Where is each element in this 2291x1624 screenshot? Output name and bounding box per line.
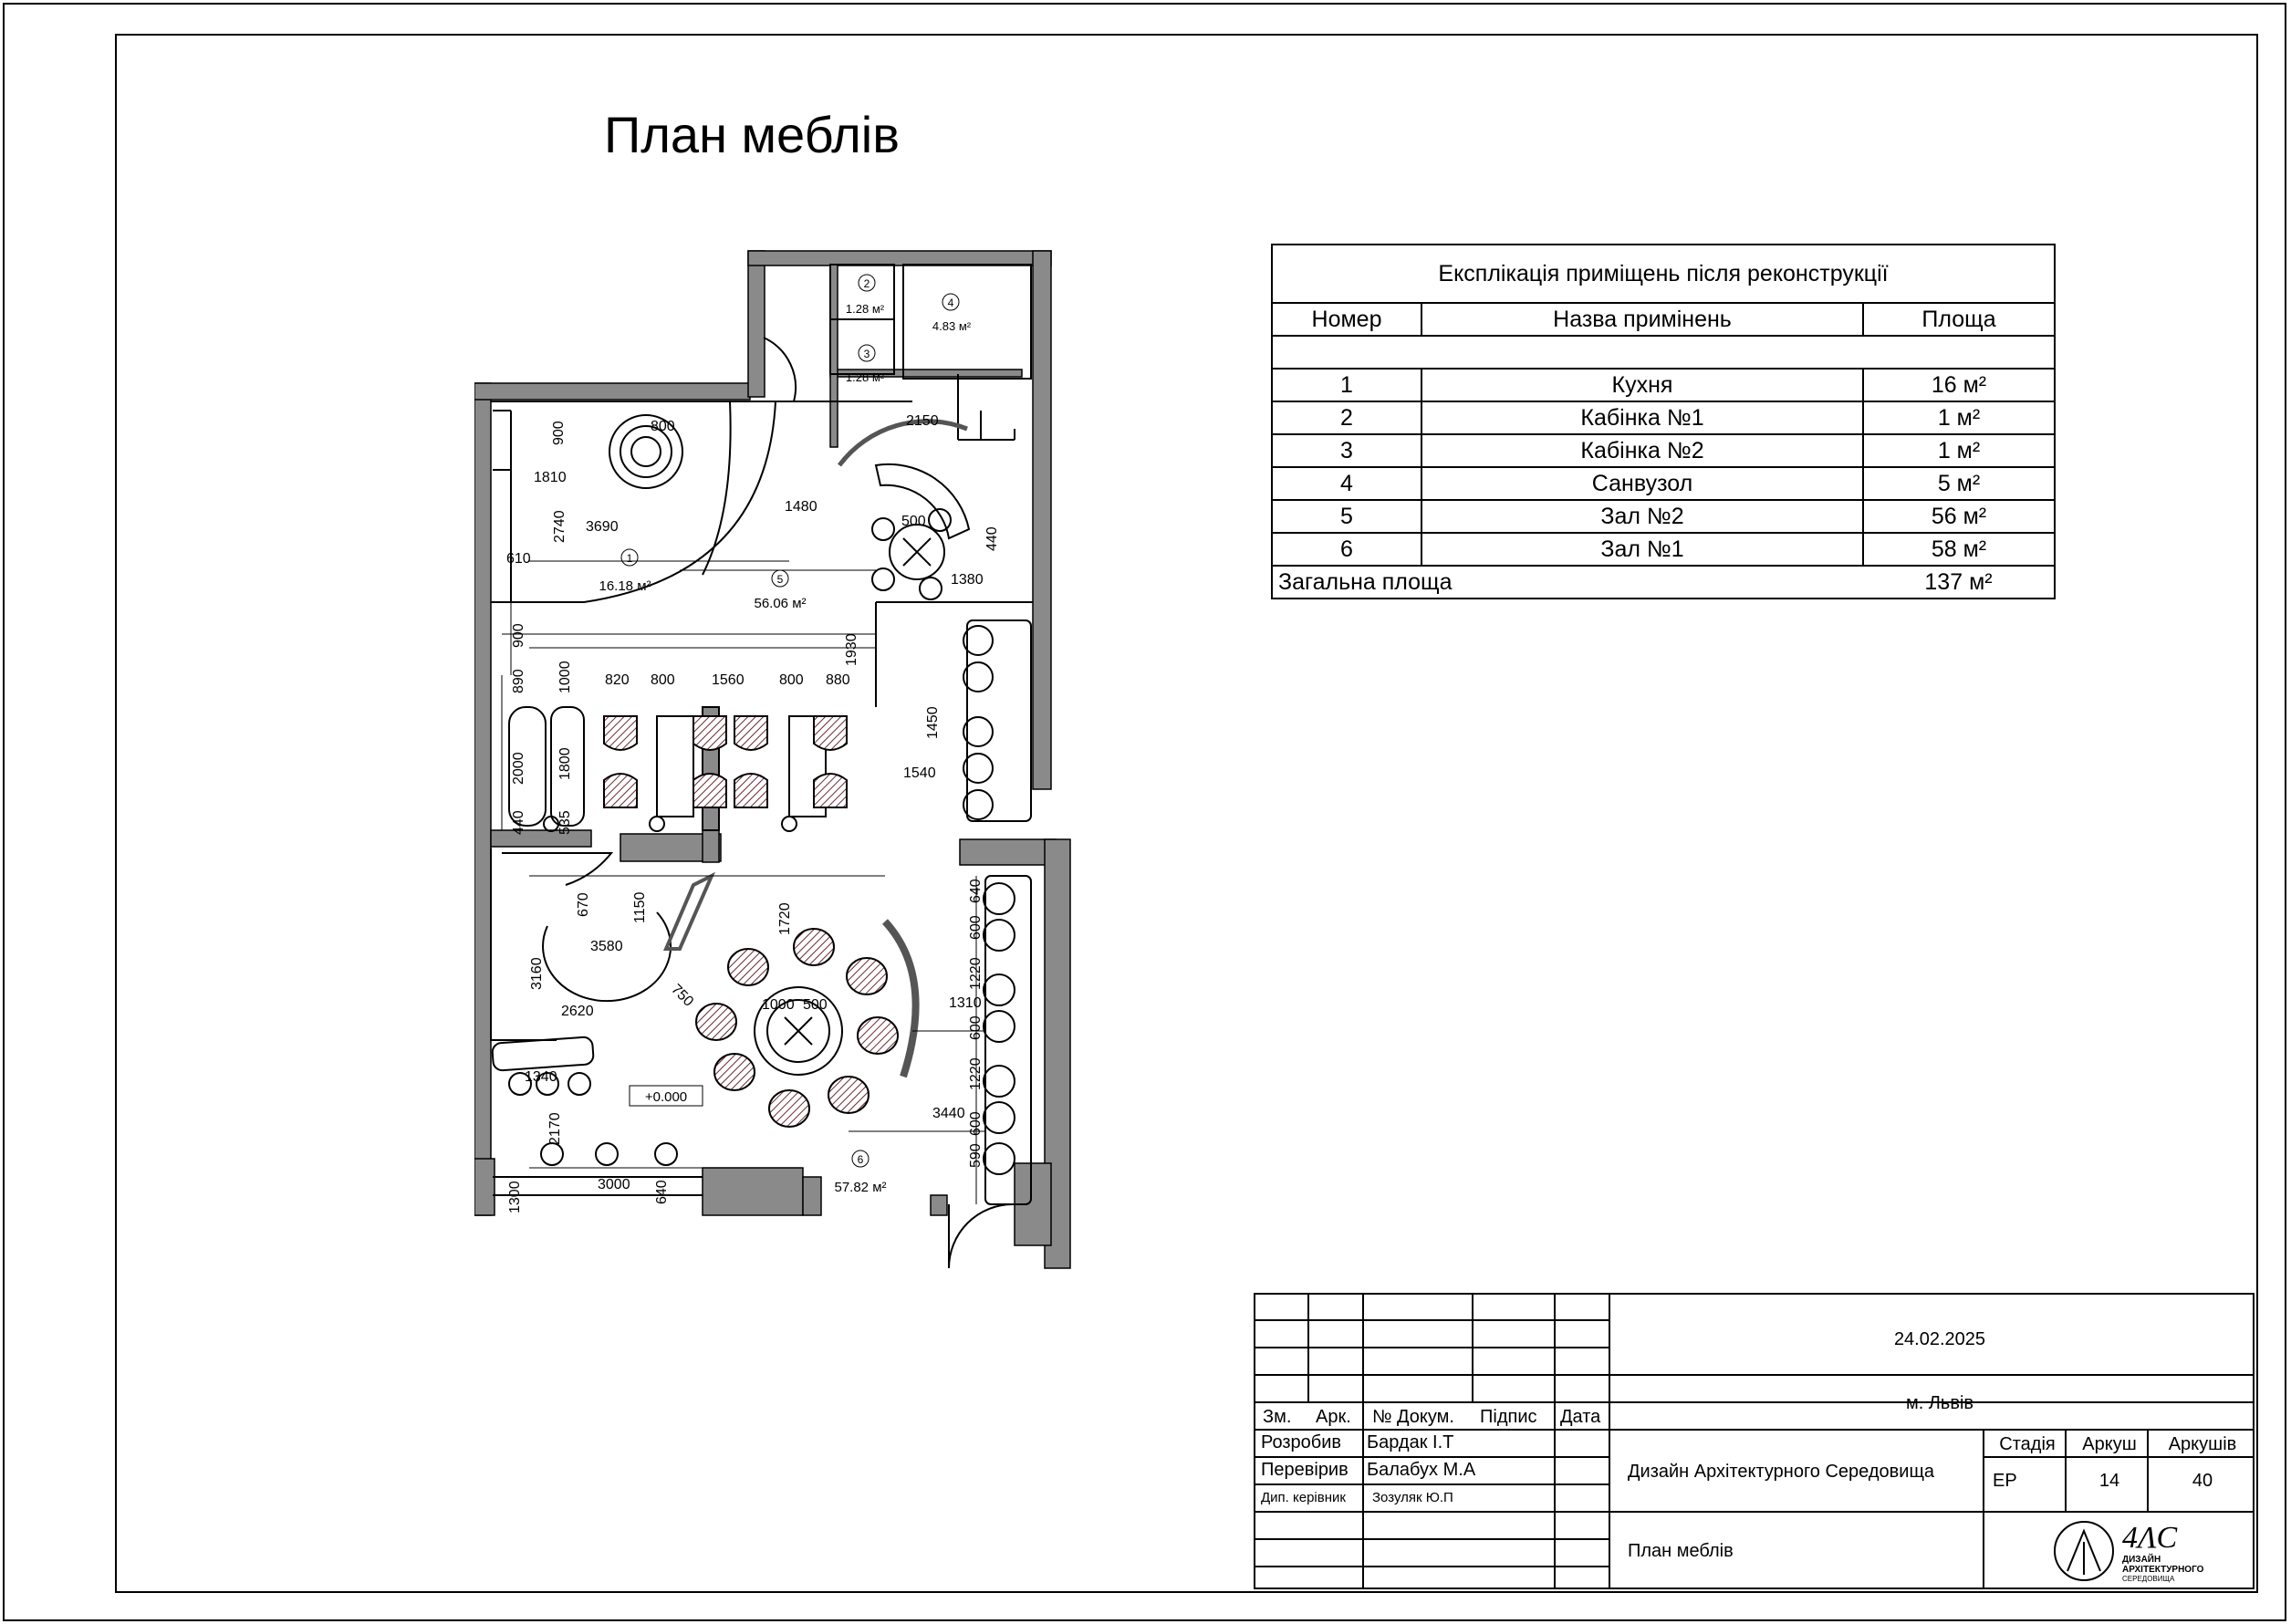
svg-text:1310: 1310 xyxy=(949,995,982,1011)
total-value: 137 м² xyxy=(1863,566,2055,599)
drawing-title: План меблів xyxy=(604,106,900,163)
svg-text:590: 590 xyxy=(968,1143,984,1168)
svg-text:1450: 1450 xyxy=(925,706,941,739)
svg-text:1720: 1720 xyxy=(777,902,793,935)
sheet-value: 14 xyxy=(2098,1471,2120,1491)
stamp-col-document: № Докум. xyxy=(1372,1407,1454,1427)
bathroom-partitions xyxy=(764,265,1031,440)
table-row: 1 Кухня 16 м² xyxy=(1272,369,2055,401)
svg-text:1480: 1480 xyxy=(785,499,817,515)
svg-text:800: 800 xyxy=(779,672,804,688)
svg-text:640: 640 xyxy=(968,879,984,903)
svg-text:800: 800 xyxy=(651,672,675,688)
svg-text:1560: 1560 xyxy=(712,672,745,688)
svg-text:600: 600 xyxy=(968,1015,984,1040)
svg-text:440: 440 xyxy=(984,526,1000,551)
stage-label: Стадія xyxy=(1999,1434,2056,1454)
svg-text:750: 750 xyxy=(668,981,697,1010)
hall-1-chairs xyxy=(696,929,898,1127)
logo-icon xyxy=(2047,1515,2248,1588)
table-row: 2 Кабінка №1 1 м² xyxy=(1272,401,2055,434)
name-checker: Балабух М.А xyxy=(1367,1460,1476,1480)
svg-text:880: 880 xyxy=(826,672,850,688)
svg-text:640: 640 xyxy=(654,1180,670,1204)
room-5-number: 5 xyxy=(776,573,784,586)
svg-text:2740: 2740 xyxy=(552,510,568,543)
table-row: 6 Зал №1 58 м² xyxy=(1272,533,2055,566)
svg-text:3000: 3000 xyxy=(598,1177,630,1192)
svg-text:600: 600 xyxy=(968,1111,984,1136)
role-checker: Перевірив xyxy=(1261,1460,1349,1480)
svg-text:4ΛC: 4ΛC xyxy=(2122,1521,2178,1555)
svg-text:440: 440 xyxy=(511,810,526,835)
svg-text:670: 670 xyxy=(576,892,591,917)
svg-text:2000: 2000 xyxy=(511,752,526,785)
stamp-city: м. Львів xyxy=(1905,1393,1974,1413)
svg-text:1380: 1380 xyxy=(951,572,984,588)
logo-text-3: СЕРЕДОВИЩА xyxy=(2122,1575,2175,1583)
svg-text:500: 500 xyxy=(901,514,926,529)
hall-2-chairs xyxy=(604,716,847,807)
col-header-number: Номер xyxy=(1272,303,1421,336)
svg-text:1810: 1810 xyxy=(534,470,567,485)
svg-text:535: 535 xyxy=(557,810,573,835)
room-4-number: 4 xyxy=(947,297,954,309)
room-3-area: 1.28 м² xyxy=(845,370,885,384)
stamp-col-signature: Підпис xyxy=(1480,1407,1537,1427)
stamp-col-change: Зм. xyxy=(1263,1407,1292,1427)
explication-table xyxy=(1271,244,2056,599)
room-3-number: 3 xyxy=(863,348,870,360)
svg-text:2150: 2150 xyxy=(906,413,939,429)
name-supervisor: Зозуляк Ю.П xyxy=(1372,1490,1453,1505)
drawing-name: План меблів xyxy=(1628,1541,1734,1561)
stamp-col-date: Дата xyxy=(1560,1407,1601,1427)
room-2-area: 1.28 м² xyxy=(845,302,885,316)
table-row: 3 Кабінка №2 1 м² xyxy=(1272,434,2055,467)
svg-text:1220: 1220 xyxy=(968,957,984,990)
total-row xyxy=(1272,566,2055,599)
room-1-area: 16.18 м² xyxy=(599,578,651,594)
name-developer: Бардак І.Т xyxy=(1367,1432,1454,1452)
svg-text:890: 890 xyxy=(511,669,526,693)
level-mark: +0.000 xyxy=(644,1089,688,1105)
svg-text:1000: 1000 xyxy=(762,997,795,1013)
total-label: Загальна площа xyxy=(1272,566,1863,599)
room-6-number: 6 xyxy=(857,1153,864,1166)
svg-text:1930: 1930 xyxy=(844,633,859,666)
svg-text:610: 610 xyxy=(506,551,531,567)
table-row: 4 Санвузол 5 м² xyxy=(1272,467,2055,500)
svg-text:1340: 1340 xyxy=(525,1069,557,1085)
svg-text:3160: 3160 xyxy=(529,957,545,990)
stamp-col-sheet: Арк. xyxy=(1316,1407,1351,1427)
sheet-label: Аркуш xyxy=(2082,1434,2137,1454)
svg-text:1150: 1150 xyxy=(632,891,648,923)
hall-2-furniture xyxy=(509,422,1033,831)
col-header-area: Площа xyxy=(1863,303,2055,336)
svg-text:3440: 3440 xyxy=(932,1106,965,1121)
room-4-area: 4.83 м² xyxy=(932,319,972,333)
svg-text:820: 820 xyxy=(605,672,630,688)
room-6-area: 57.82 м² xyxy=(834,1180,887,1195)
col-header-name: Назва примінень xyxy=(1421,303,1863,336)
svg-text:600: 600 xyxy=(968,915,984,940)
role-supervisor: Дип. керівник xyxy=(1261,1490,1346,1505)
room-2-number: 2 xyxy=(863,277,870,290)
stage-value: ЕР xyxy=(1993,1471,2017,1491)
sheets-label: Аркушів xyxy=(2168,1434,2237,1454)
svg-text:2620: 2620 xyxy=(561,1004,594,1019)
floor-plan xyxy=(474,246,1077,1277)
svg-text:500: 500 xyxy=(803,997,828,1013)
svg-text:1220: 1220 xyxy=(968,1057,984,1090)
svg-text:2170: 2170 xyxy=(547,1112,563,1145)
logo-text-1: ДИЗАЙН xyxy=(2122,1555,2161,1565)
room-1-number: 1 xyxy=(626,552,633,565)
svg-text:3690: 3690 xyxy=(586,519,619,535)
svg-text:1540: 1540 xyxy=(903,765,936,781)
svg-text:1000: 1000 xyxy=(557,661,573,693)
svg-text:900: 900 xyxy=(551,421,567,445)
svg-text:3580: 3580 xyxy=(590,939,623,954)
role-developer: Розробив xyxy=(1261,1432,1342,1452)
room-5-area: 56.06 м² xyxy=(754,596,807,611)
logo-text-2: АРХІТЕКТУРНОГО xyxy=(2122,1565,2204,1575)
table-row: 5 Зал №2 56 м² xyxy=(1272,500,2055,533)
svg-text:800: 800 xyxy=(651,419,675,434)
svg-text:900: 900 xyxy=(511,623,526,648)
title-block xyxy=(1254,1293,2255,1589)
blank-row xyxy=(1272,336,2055,369)
project-name: Дизайн Архітектурного Середовища xyxy=(1628,1462,1935,1482)
stamp-date: 24.02.2025 xyxy=(1893,1329,1986,1349)
svg-text:1300: 1300 xyxy=(507,1181,523,1213)
sheets-value: 40 xyxy=(2192,1471,2213,1491)
explication-caption: Експлікація приміщень після реконструкції xyxy=(1272,245,2055,303)
svg-text:1800: 1800 xyxy=(557,747,573,780)
